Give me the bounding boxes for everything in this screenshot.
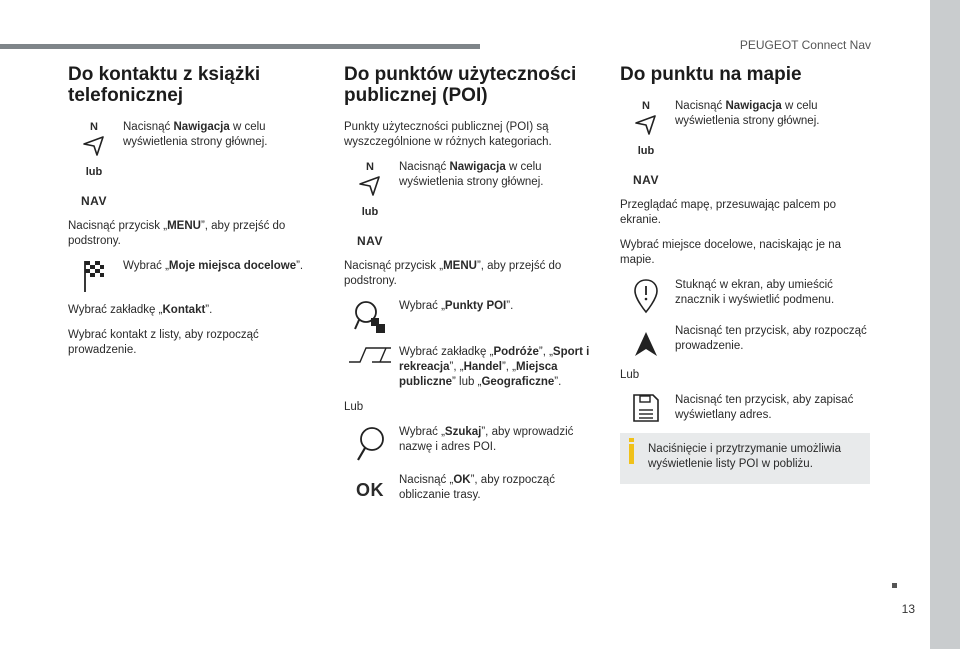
paragraph-browse-map: Przeglądać mapę, przesuwając palcem po ekranie.: [620, 199, 837, 226]
guidance-arrow-icon: [633, 330, 659, 358]
section-title: Do kontaktu z książki telefonicznej: [68, 64, 261, 106]
page-number: 13: [901, 602, 915, 616]
step-navigation: [68, 120, 318, 209]
step-text: Nacisnąć Nawigacja w celu wyświetlenia strony głównej.: [123, 121, 268, 148]
step-ok: [344, 473, 604, 503]
north-label: N: [642, 100, 650, 112]
save-icon: [632, 393, 660, 423]
page-side-band: [930, 0, 960, 649]
search-icon: [354, 425, 386, 463]
or-label: Lub: [620, 369, 640, 381]
step-text: Nacisnąć ten przycisk, aby zapisać wyświetlany adres.: [675, 394, 854, 421]
step-text: Wybrać zakładkę „Podróże”, „Sport i rekreacja”, „Handel”, „Miejsca publiczne” lub „Geograficzne”.: [399, 346, 590, 388]
step-search: [344, 425, 604, 463]
paragraph-contact-tab: Wybrać zakładkę „Kontakt”.: [68, 304, 213, 316]
step-text: Nacisnąć ten przycisk, aby rozpocząć prowadzenie.: [675, 325, 867, 352]
nav-button-label: NAV: [633, 173, 659, 187]
step-text: Wybrać „Moje miejsca docelowe”.: [123, 260, 304, 272]
navigation-arrow-icon: [81, 135, 107, 157]
step-navigation: [620, 99, 870, 188]
or-label: Lub: [344, 401, 364, 413]
section-contact: [68, 64, 318, 368]
or-label: lub: [637, 145, 655, 157]
map-pin-icon: [633, 278, 659, 314]
nav-button-label: NAV: [81, 194, 107, 208]
step-text: Stuknąć w ekran, aby umieścić znacznik i wyświetlić podmenu.: [675, 279, 835, 306]
navigation-arrow-icon: [633, 114, 659, 136]
step-destinations: [68, 259, 318, 293]
step-categories: [344, 345, 604, 390]
navigation-icon-group: [68, 120, 120, 209]
paragraph-intro: Punkty użyteczności publicznej (POI) są wyszczególnione w różnych kategoriach.: [344, 121, 552, 148]
or-label: lub: [85, 166, 103, 178]
paragraph-menu: Nacisnąć przycisk „MENU”, aby przejść do podstrony.: [68, 220, 286, 247]
section-title: Do punktów użyteczności publicznej (POI): [344, 64, 577, 106]
info-note: [620, 433, 870, 484]
poi-search-icon: [353, 299, 387, 335]
info-note-text: Naciśnięcie i przytrzymanie umożliwia wyświetlenie listy POI w pobliżu.: [648, 443, 842, 470]
nav-button-label: NAV: [357, 234, 383, 248]
paragraph-select-destination: Wybrać miejsce docelowe, naciskając je na mapie.: [620, 239, 842, 266]
section-map-point: [620, 64, 870, 484]
or-label: lub: [361, 206, 379, 218]
header-brand: PEUGEOT Connect Nav: [739, 38, 871, 52]
step-text: Nacisnąć Nawigacja w celu wyświetlenia strony głównej.: [675, 100, 820, 127]
step-text: Wybrać „Punkty POI”.: [399, 300, 514, 312]
paragraph-menu: Nacisnąć przycisk „MENU”, aby przejść do podstrony.: [344, 260, 562, 287]
step-start-guidance: [620, 324, 870, 358]
step-text: Nacisnąć „OK”, aby rozpocząć obliczanie trasy.: [399, 474, 555, 501]
step-text: Nacisnąć Nawigacja w celu wyświetlenia strony głównej.: [399, 161, 544, 188]
header-bar: [0, 44, 480, 49]
step-navigation: [344, 160, 604, 249]
checkered-flag-icon: [82, 259, 106, 293]
section-title: Do punktu na mapie: [620, 64, 802, 85]
page-marker: [892, 583, 897, 588]
step-text: Wybrać „Szukaj”, aby wprowadzić nazwę i adres POI.: [399, 426, 574, 453]
info-icon: [629, 444, 634, 464]
step-save: [620, 393, 870, 423]
north-label: N: [366, 161, 374, 173]
ok-button-label: OK: [356, 480, 384, 500]
step-marker: [620, 278, 870, 314]
step-poi: [344, 299, 604, 335]
tabs-icon: [348, 345, 392, 365]
navigation-arrow-icon: [357, 175, 383, 197]
section-poi: [344, 64, 604, 513]
paragraph-select-contact: Wybrać kontakt z listy, aby rozpocząć prowadzenie.: [68, 329, 259, 356]
north-label: N: [90, 121, 98, 133]
